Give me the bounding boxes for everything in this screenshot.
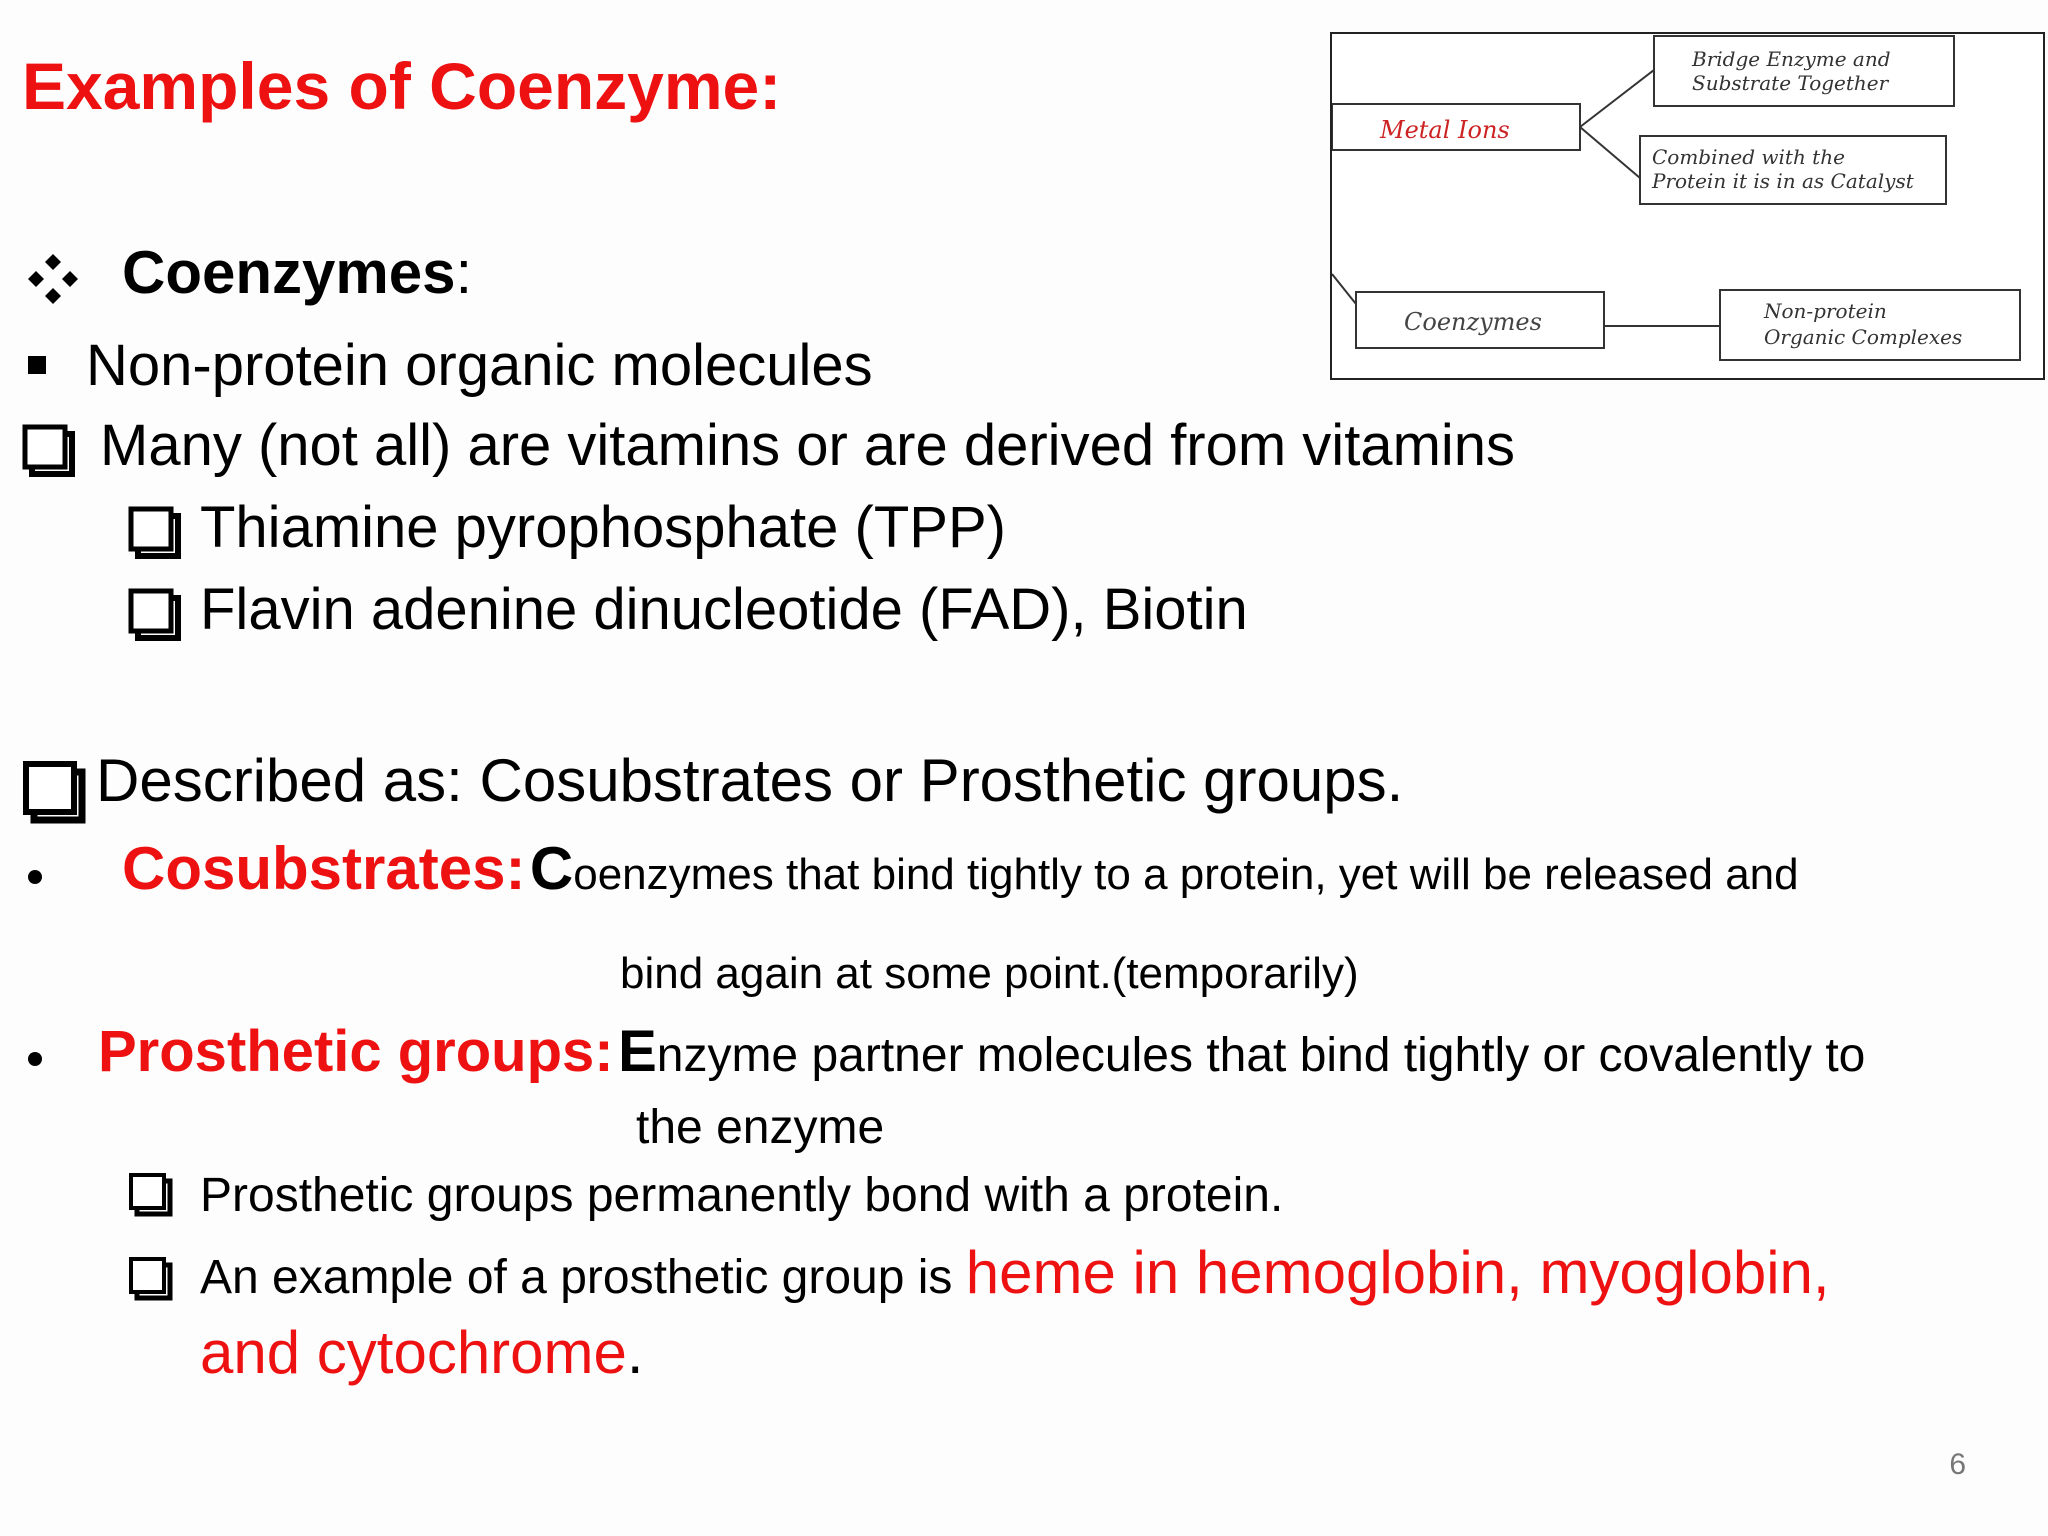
dot-bullet-icon: [28, 870, 42, 884]
connector-lead-coenzymes: [1332, 274, 1356, 304]
coenzyme-diagram: [1330, 32, 2045, 380]
square-bullet-icon: [28, 356, 46, 374]
metal-ions-label: Metal Ions: [1380, 116, 1510, 144]
page-number: 6: [1949, 1448, 1966, 1481]
cosubstrates-text-line1: oenzymes that bind tightly to a protein, yet will be released and: [573, 850, 1799, 899]
section-heading-colon: :: [455, 239, 473, 306]
coenzymes-label: Coenzymes: [1404, 308, 1542, 336]
prosthetic-line: [98, 1020, 1865, 1084]
diagram-svg: [1332, 34, 2043, 378]
cosubstrates-initial: C: [529, 835, 574, 902]
dot-bullet-icon: [28, 1052, 42, 1066]
connector-metal-combined: [1580, 127, 1640, 178]
sub-bullet-example-line2: [200, 1320, 644, 1386]
connector-metal-bridge: [1580, 70, 1654, 127]
bridge-line1: Bridge Enzyme and: [1692, 47, 1891, 71]
cosubstrates-line: [122, 836, 1799, 902]
example-red-line2: and cytochrome: [200, 1319, 627, 1386]
bridge-line2: Substrate Together: [1692, 71, 1889, 95]
section-heading: [122, 240, 472, 306]
checkbox-bullet-icon: [22, 424, 76, 478]
prosthetic-text-line1: nzyme partner molecules that bind tightly or covalently to: [656, 1029, 1866, 1082]
sub-bullet-example: [200, 1240, 1830, 1306]
combined-line1: Combined with the: [1652, 145, 1845, 169]
section-heading-text: Coenzymes: [122, 239, 456, 306]
described-as: Described as: Cosubstrates or Prosthetic groups.: [96, 747, 1404, 814]
prosthetic-label: Prosthetic groups:: [98, 1019, 614, 1084]
sub-bullet-fad: Flavin adenine dinucleotide (FAD), Biotin: [200, 577, 1248, 642]
cosubstrates-label: Cosubstrates:: [122, 835, 526, 902]
prosthetic-text-line2: the enzyme: [636, 1101, 885, 1154]
checkbox-bullet-icon: [128, 506, 182, 560]
nonprotein-line2: Organic Complexes: [1764, 325, 1963, 349]
nonprotein-line1: Non-protein: [1764, 299, 1887, 323]
cosubstrates-text-line2: bind again at some point.(temporarily): [620, 949, 1359, 998]
example-prefix: An example of a prosthetic group is: [200, 1251, 966, 1304]
bullet-nonprotein: Non-protein organic molecules: [86, 333, 873, 398]
checkbox-bullet-icon: [128, 1256, 174, 1302]
diamond-bullet-icon: [26, 252, 80, 306]
slide-title: Examples of Coenzyme:: [22, 49, 782, 123]
bullet-vitamins: Many (not all) are vitamins or are derived from vitamins: [100, 413, 1516, 478]
combined-line2: Protein it is in as Catalyst: [1652, 169, 1914, 193]
example-red-line1: heme in hemoglobin, myoglobin,: [965, 1239, 1830, 1306]
sub-bullet-tpp: Thiamine pyrophosphate (TPP): [200, 495, 1006, 560]
prosthetic-initial: E: [618, 1019, 657, 1084]
checkbox-bullet-icon: [128, 588, 182, 642]
checkbox-bullet-icon: [128, 1172, 174, 1218]
checkbox-bullet-icon: [22, 760, 86, 824]
sub-bullet-permanent: Prosthetic groups permanently bond with a protein.: [200, 1169, 1284, 1222]
example-end: .: [626, 1319, 644, 1386]
